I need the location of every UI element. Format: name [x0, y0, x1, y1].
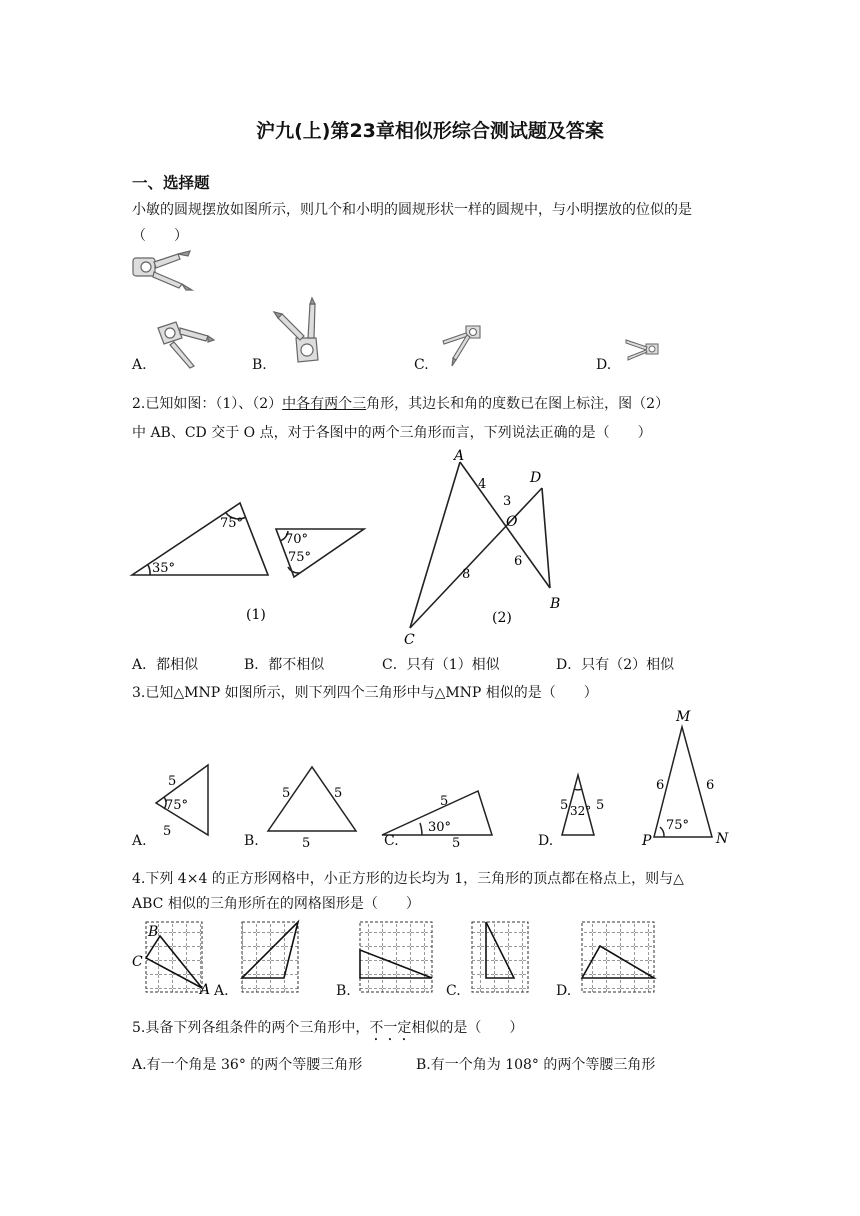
q3-c-side1: 5: [440, 794, 449, 809]
q1-paren: （ ）: [132, 228, 188, 244]
q3-b-side2: 5: [334, 786, 343, 801]
q2-option-b: B．都不相似: [244, 657, 325, 673]
q3-option-b-label: B.: [244, 833, 259, 849]
q3-b-side3: 5: [302, 836, 311, 851]
q1-option-b-compass-image: [272, 298, 328, 370]
q2-figure-1: [128, 495, 378, 625]
q3-a-angle: 75°: [165, 798, 189, 813]
q3-d-arc: [574, 789, 582, 790]
q2-option-d: D．只有（2）相似: [556, 657, 675, 673]
q2-option-a: A．都相似: [132, 657, 199, 673]
q3-a-side1: 5: [168, 774, 177, 789]
q3-d-side2: 5: [596, 798, 605, 813]
q1-option-c-label: C.: [414, 357, 429, 373]
q4-option-c-label: C.: [446, 983, 461, 999]
page-title: 沪九(上)第23章相似形综合测试题及答案: [256, 120, 604, 142]
q3-c-arc: [420, 823, 422, 835]
q4-option-b-label: B.: [336, 983, 351, 999]
q3-text: 3.已知△MNP 如图所示，则下列四个三角形中与△MNP 相似的是（ ）: [132, 685, 598, 701]
q4-b-grid: [360, 922, 432, 992]
q3-option-d-label: D.: [538, 833, 554, 849]
q3-b-side1: 5: [282, 786, 291, 801]
q4-ref-label-b: B: [148, 924, 159, 940]
q3-a-side2: 5: [163, 824, 172, 839]
q5-pre: 5.具备下列各组条件的两个三角形中，: [132, 1020, 370, 1036]
fig2-label-d: D: [530, 470, 542, 486]
fig2-segment-ac: [410, 462, 460, 628]
q1-option-a-label: A.: [132, 357, 147, 373]
q4-option-a-label: A.: [214, 983, 229, 999]
fig2-label-3: 3: [503, 494, 512, 509]
q1-option-d-compass-image: [620, 338, 664, 366]
q2-text-line2: 中 AB、CD 交于 O 点，对于各图中的两个三角形而言，下列说法正确的是（ ）: [132, 425, 652, 441]
q1-option-d-label: D.: [596, 357, 612, 373]
q2-suffix: 角形，其边长和角的度数已在图上标注，图（2）: [366, 396, 670, 412]
q5-text: [132, 1015, 523, 1044]
q4-option-d-label: D.: [556, 983, 572, 999]
q3-ref-label-m: M: [676, 709, 691, 725]
q3-ref-label-n: N: [716, 831, 729, 847]
q3-ref-side2: 6: [706, 778, 715, 793]
q5-post: 相似的是（ ）: [411, 1020, 524, 1036]
fig2-caption: (2): [492, 610, 512, 626]
q3-ref-label-p: P: [642, 833, 652, 849]
fig1-label-35: 35°: [152, 561, 176, 576]
q4-c-grid: [472, 922, 528, 992]
q2-prefix: 2.已知如图：（1）、（2）: [132, 396, 283, 412]
q4-text-line2: ABC 相似的三角形所在的网格图形是（ ）: [132, 896, 420, 912]
fig1-caption: (1): [246, 607, 266, 623]
q2-figure-2: [400, 448, 580, 648]
q4-ref-label-a: A: [200, 982, 211, 998]
q3-ref-side1: 6: [656, 778, 665, 793]
q2-underlined: 中各有两个三: [282, 396, 367, 412]
q4-text-line1: 4.下列 4×4 的正方形网格中，小正方形的边长均为 1，三角形的顶点都在格点上，则与△: [132, 871, 684, 887]
fig2-label-b: B: [550, 596, 561, 612]
fig2-label-o: O: [506, 514, 518, 530]
fig2-label-8: 8: [462, 567, 471, 582]
q3-c-side2: 5: [452, 836, 461, 851]
fig2-label-c: C: [404, 632, 415, 648]
q1-reference-compass-image: [130, 250, 200, 296]
section-heading: 一、选择题: [132, 174, 210, 192]
fig2-label-4: 4: [478, 477, 487, 492]
fig1-arc-35: [148, 565, 150, 575]
fig2-segment-db: [542, 488, 550, 588]
q3-figures: [130, 705, 730, 850]
q5-emphasis: 不一定: [369, 1020, 412, 1036]
q1-option-c-compass-image: [436, 322, 488, 366]
fig2-label-a: A: [454, 448, 465, 464]
q4-grids: [130, 918, 670, 998]
q3-option-a-label: A.: [132, 833, 147, 849]
fig1-label-75: 75°: [220, 516, 244, 531]
fig2-label-6: 6: [514, 554, 523, 569]
q1-option-a-compass-image: [150, 318, 216, 370]
q5-option-a: A.有一个角是 36° 的两个等腰三角形: [132, 1057, 363, 1073]
q1-text: 小敏的圆规摆放如图所示，则几个和小明的圆规形状一样的圆规中，与小明摆放的位似的是: [132, 202, 692, 218]
q3-option-c-label: C.: [384, 833, 399, 849]
q1-option-b-label: B.: [252, 357, 267, 373]
q3-d-angle: 32°: [570, 804, 592, 818]
fig1-label-75b: 75°: [288, 550, 312, 565]
q2-option-c: C．只有（1）相似: [382, 657, 500, 673]
fig1-label-70: 70°: [285, 532, 309, 547]
q3-ref-arc: [660, 827, 664, 837]
q2-text-line1: [132, 391, 669, 417]
q3-c-angle: 30°: [428, 820, 452, 835]
q3-ref-angle: 75°: [666, 818, 690, 833]
q4-ref-label-c: C: [132, 954, 143, 970]
q5-option-b: B.有一个角为 108° 的两个等腰三角形: [416, 1057, 656, 1073]
q3-d-side1: 5: [560, 798, 569, 813]
